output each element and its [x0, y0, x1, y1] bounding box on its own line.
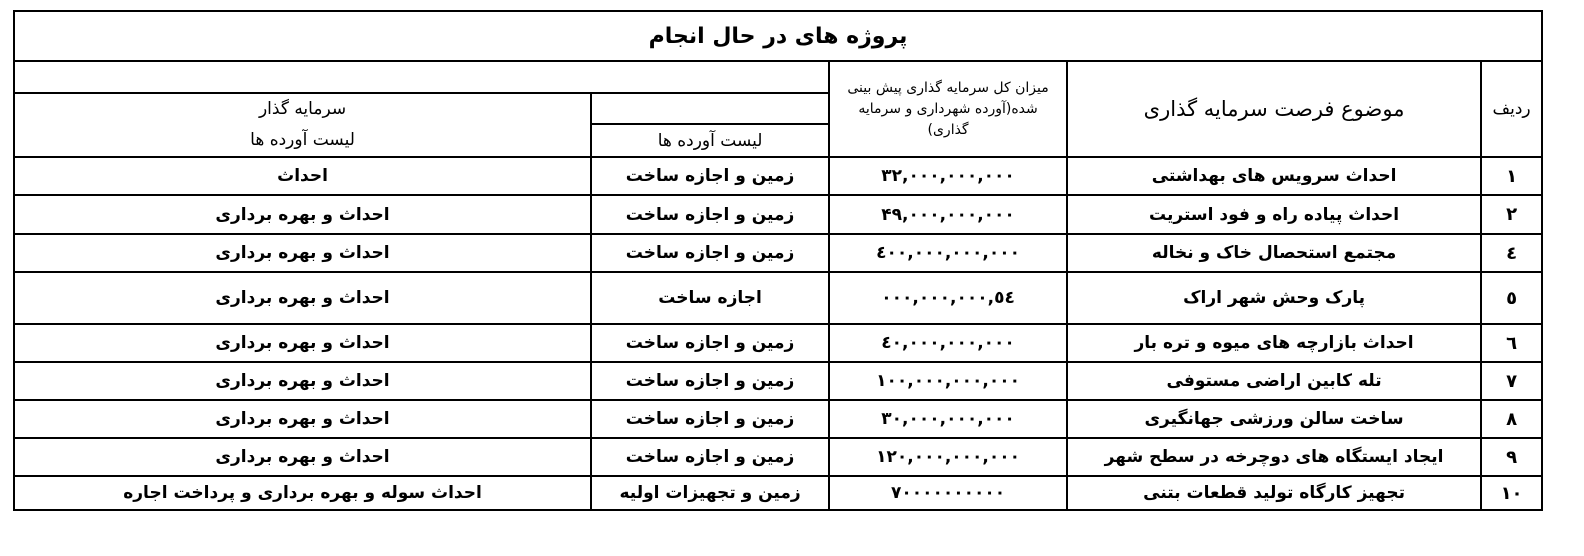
row-number: ۱ [1481, 157, 1542, 195]
table-row [14, 476, 1542, 510]
investment-amount: ٤۰,۰۰۰,۰۰۰,۰۰۰ [829, 324, 1067, 362]
header-blank-cell [14, 61, 829, 93]
investment-subject: احداث سرویس های بهداشتی [1067, 157, 1481, 195]
table-row [14, 272, 1542, 324]
investment-subject: پارک وحش شهر اراک [1067, 272, 1481, 324]
header-municipality-contributions: لیست آورده ها [591, 124, 829, 157]
row-number: ۱۰ [1481, 476, 1542, 510]
investment-subject: احداث پیاده راه و فود استریت [1067, 195, 1481, 234]
table-row [14, 400, 1542, 438]
header-investment-subject: موضوع فرصت سرمایه گذاری [1067, 61, 1481, 157]
row-number: ۹ [1481, 438, 1542, 476]
investment-subject: ایجاد ایستگاه های دوچرخه در سطح شهر [1067, 438, 1481, 476]
header-total-investment: میزان کل سرمایه گذاری پیش بینی شده(آورده شهرداری و سرمایه گذاری) [829, 61, 1067, 157]
investor-contribution: احداث و بهره برداری [14, 234, 591, 272]
table-row [14, 362, 1542, 400]
table-row [14, 195, 1542, 234]
investor-contribution: احداث [14, 157, 591, 195]
investment-amount: ۴۹,۰۰۰,۰۰۰,۰۰۰ [829, 195, 1067, 234]
investor-contribution: احداث سوله و بهره برداری و پرداخت اجاره [14, 476, 591, 510]
investment-subject: احداث بازارچه های میوه و تره بار [1067, 324, 1481, 362]
table-row [14, 157, 1542, 195]
investment-subject: مجتمع استحصال خاک و نخاله [1067, 234, 1481, 272]
investor-contribution: احداث و بهره برداری [14, 195, 591, 234]
investment-amount: ۳۲,۰۰۰,۰۰۰,۰۰۰ [829, 157, 1067, 195]
municipality-contribution: زمین و اجازه ساخت [591, 234, 829, 272]
investment-amount: ۷۰۰۰۰۰۰۰۰۰۰ [829, 476, 1067, 510]
header-row-number: ردیف [1481, 61, 1542, 157]
row-number: ۷ [1481, 362, 1542, 400]
investor-contribution: احداث و بهره برداری [14, 272, 591, 324]
investment-amount: ۳۰,۰۰۰,۰۰۰,۰۰۰ [829, 400, 1067, 438]
header-municipality-spacer [591, 93, 829, 124]
table-row [14, 324, 1542, 362]
table-row [14, 234, 1542, 272]
table-title: پروژه های در حال انجام [14, 11, 1542, 61]
investment-amount: ۱۰۰,۰۰۰,۰۰۰,۰۰۰ [829, 362, 1067, 400]
investment-subject: تله کابین اراضی مستوفی [1067, 362, 1481, 400]
investor-contribution: احداث و بهره برداری [14, 324, 591, 362]
investor-contribution: احداث و بهره برداری [14, 438, 591, 476]
municipality-contribution: زمین و اجازه ساخت [591, 438, 829, 476]
header-investor: سرمایه گذار [14, 93, 591, 124]
municipality-contribution: زمین و اجازه ساخت [591, 324, 829, 362]
investment-amount: ٤۰۰,۰۰۰,۰۰۰,۰۰۰ [829, 234, 1067, 272]
row-number: ٦ [1481, 324, 1542, 362]
row-number: ۲ [1481, 195, 1542, 234]
municipality-contribution: زمین و تجهیزات اولیه [591, 476, 829, 510]
municipality-contribution: زمین و اجازه ساخت [591, 195, 829, 234]
investor-contribution: احداث و بهره برداری [14, 362, 591, 400]
municipality-contribution: زمین و اجازه ساخت [591, 362, 829, 400]
municipality-contribution: زمین و اجازه ساخت [591, 400, 829, 438]
investment-amount: ٥٤,۰۰۰,۰۰۰,۰۰۰ [829, 272, 1067, 324]
row-number: ۸ [1481, 400, 1542, 438]
row-number: ٤ [1481, 234, 1542, 272]
projects-table [13, 10, 1543, 511]
municipality-contribution: زمین و اجازه ساخت [591, 157, 829, 195]
municipality-contribution: اجازه ساخت [591, 272, 829, 324]
table-row [14, 438, 1542, 476]
investment-subject: ساخت سالن ورزشی جهانگیری [1067, 400, 1481, 438]
row-number: ٥ [1481, 272, 1542, 324]
investment-subject: تجهیز کارگاه تولید قطعات بتنی [1067, 476, 1481, 510]
header-investor-contributions: لیست آورده ها [14, 124, 591, 157]
investor-contribution: احداث و بهره برداری [14, 400, 591, 438]
investment-amount: ۱۲۰,۰۰۰,۰۰۰,۰۰۰ [829, 438, 1067, 476]
